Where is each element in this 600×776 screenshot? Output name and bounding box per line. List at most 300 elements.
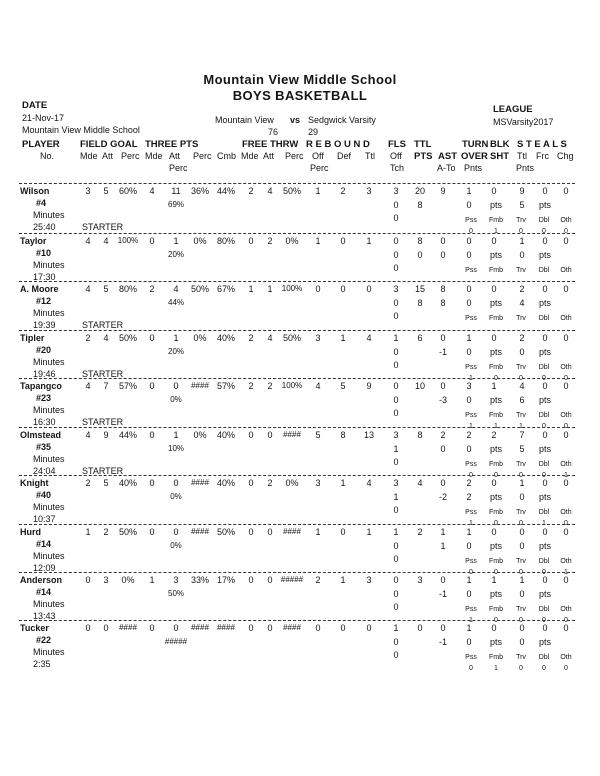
turnover-type-count: 0: [564, 228, 568, 235]
turnover-oth-label: Oth: [560, 315, 572, 322]
turnover-pss-label: Pss: [465, 315, 477, 322]
frc-pts-label: pts: [538, 444, 552, 454]
stat-tp-a: 0: [173, 623, 179, 633]
stat-tp-p: 0%: [193, 236, 207, 246]
stat-fg-m: 4: [85, 236, 91, 246]
stat-ft-m: 0: [248, 527, 254, 537]
fls-extra: 0: [393, 213, 399, 223]
turnover-dbl-label: Dbl: [538, 364, 550, 371]
row-separator: [19, 183, 575, 184]
turnover-oth-label: Oth: [560, 461, 572, 468]
header-ft-perc: Perc: [285, 151, 304, 161]
stat-cmb: 57%: [216, 381, 236, 391]
stat-reb-o: 1: [315, 527, 321, 537]
stat-to: 1: [466, 333, 472, 343]
header-reb-ttl: Ttl: [365, 151, 375, 161]
minutes-label: Minutes: [33, 260, 65, 270]
stat-pts: 4: [417, 478, 423, 488]
stat-fg-p: 100%: [117, 236, 139, 245]
frc-pts-label: pts: [538, 589, 552, 599]
stat-ft-m: 1: [248, 284, 254, 294]
stat-tp-a: 1: [173, 333, 179, 343]
stat-reb-t: 0: [366, 623, 372, 633]
fls-extra: 0: [393, 408, 399, 418]
row-separator: [19, 475, 575, 476]
turnover-trv-label: Trv: [516, 412, 526, 419]
header-fg-perc: Perc: [121, 151, 140, 161]
stat-fls: 3: [393, 284, 399, 294]
stat-pts: 20: [414, 186, 426, 196]
stat-ft-p: ####: [283, 527, 301, 536]
stat-fg-m: 3: [85, 186, 91, 196]
header-player: PLAYER: [22, 139, 60, 150]
turnover-type-count: 0: [542, 665, 546, 672]
stat-fg-p: 44%: [118, 430, 138, 440]
turnover-fmb-label: Fmb: [489, 558, 503, 565]
player-number: #35: [36, 442, 52, 452]
stat-fg-a: 4: [103, 236, 109, 246]
home-score: 76: [268, 127, 279, 137]
stat-reb-o: 1: [315, 236, 321, 246]
stat-to: 3: [466, 381, 472, 391]
stat-reb-d: 1: [340, 575, 346, 585]
blk-pts-label: pts: [489, 444, 503, 454]
turnover-type-count: 0: [564, 423, 568, 430]
stat-ft-p: #####: [280, 575, 304, 584]
stat-chg: 0: [563, 527, 569, 537]
school-title: Mountain View Middle School: [203, 72, 397, 87]
away-score: 29: [308, 127, 319, 137]
turnover-fmb-label: Fmb: [489, 267, 503, 274]
turnover-dbl-label: Dbl: [538, 217, 550, 224]
frc-pts-label: pts: [538, 395, 552, 405]
header-tch: Tch: [390, 163, 405, 173]
stat-ft-m: 0: [248, 623, 254, 633]
stat-ft-m: 2: [248, 186, 254, 196]
stat-reb-o: 0: [315, 284, 321, 294]
stat-ft-p: 100%: [281, 284, 303, 293]
turnover-type-count: 0: [542, 228, 546, 235]
stat-ft-p: 0%: [285, 236, 299, 246]
stat-blk: 0: [491, 284, 497, 294]
header-turn: TURN: [462, 139, 489, 150]
turnover-oth-label: Oth: [560, 217, 572, 224]
stat-tp-p: ####: [191, 623, 209, 632]
stat-pts: 8: [417, 236, 423, 246]
three-pt-sub-perc: 44%: [167, 298, 185, 307]
header-ft-att: Att: [263, 151, 275, 161]
player-number: #10: [36, 248, 52, 258]
stat-pts: 10: [414, 381, 426, 391]
turnover-fmb-label: Fmb: [489, 364, 503, 371]
minutes-value: 12:09: [33, 563, 56, 573]
turnover-pnts: 0: [466, 395, 472, 405]
fls-extra: 0: [393, 602, 399, 612]
header-fg-att: Att: [102, 151, 114, 161]
stat-reb-d: 5: [340, 381, 346, 391]
header-chg: Chg: [557, 151, 574, 161]
turnover-type-count: 0: [564, 665, 568, 672]
turnover-type-count: 1: [469, 520, 473, 527]
turnover-type-count: 0: [469, 228, 473, 235]
minutes-value: 19:46: [33, 369, 56, 379]
stat-chg: 0: [563, 430, 569, 440]
stat-frc: 0: [542, 623, 548, 633]
stat-fg-p: 40%: [118, 478, 138, 488]
minutes-value: 13:43: [33, 611, 56, 621]
header-rebound: R E B O U N D: [306, 139, 370, 150]
minutes-label: Minutes: [33, 454, 65, 464]
turnover-trv-label: Trv: [516, 217, 526, 224]
header-stl-ttl: Ttl: [517, 151, 527, 161]
player-name: Tipler: [20, 333, 45, 343]
minutes-label: Minutes: [33, 405, 65, 415]
turnover-type-count: 0: [469, 569, 473, 576]
turnover-pss-label: Pss: [465, 461, 477, 468]
starter-label: STARTER: [82, 369, 124, 379]
player-name: Anderson: [20, 575, 63, 585]
three-pt-sub-perc: 50%: [167, 589, 185, 598]
three-pt-sub-perc: 0%: [170, 395, 182, 404]
stat-ft-m: 2: [248, 333, 254, 343]
stat-blk: 0: [491, 478, 497, 488]
player-name: Wilson: [20, 186, 50, 196]
stat-tp-m: 4: [149, 186, 155, 196]
header-tp-perc-sub: Perc: [169, 163, 188, 173]
stat-cmb: 80%: [216, 236, 236, 246]
turnover-trv-label: Trv: [516, 267, 526, 274]
stat-to: 2: [466, 430, 472, 440]
stat-ft-a: 4: [267, 333, 273, 343]
stat-blk: 0: [491, 527, 497, 537]
stat-cmb: 44%: [216, 186, 236, 196]
header-tp-att: Att: [169, 151, 181, 161]
stat-stl: 1: [519, 478, 525, 488]
stat-frc: 0: [542, 333, 548, 343]
stat-reb-t: 13: [363, 430, 375, 440]
stat-to: 1: [466, 623, 472, 633]
header-three-pts: THREE PTS: [145, 139, 199, 150]
stat-chg: 0: [563, 623, 569, 633]
turnover-type-count: 0: [519, 665, 523, 672]
player-number: #14: [36, 587, 52, 597]
header-ast: AST: [438, 151, 457, 162]
sport-title: BOYS BASKETBALL: [232, 88, 368, 103]
stat-ast: 9: [440, 186, 446, 196]
minutes-value: 16:30: [33, 417, 56, 427]
row-separator: [19, 330, 575, 331]
ast-to: 0: [440, 250, 446, 260]
stat-stl: 7: [519, 430, 525, 440]
stat-ft-a: 2: [267, 478, 273, 488]
stat-reb-o: 5: [315, 430, 321, 440]
turnover-type-count: 0: [542, 375, 546, 382]
stat-reb-t: 0: [366, 284, 372, 294]
stat-fg-p: 60%: [118, 186, 138, 196]
turnover-type-count: 0: [519, 520, 523, 527]
stat-blk: 2: [491, 430, 497, 440]
turnover-type-count: 0: [519, 617, 523, 624]
fls-tch: 0: [393, 589, 399, 599]
turnover-type-count: 0: [519, 375, 523, 382]
stat-fg-p: 0%: [121, 575, 135, 585]
stat-tp-p: 33%: [190, 575, 210, 585]
three-pt-sub-perc: 0%: [170, 492, 182, 501]
header-tp-perc: Perc: [193, 151, 212, 161]
stat-ast: 0: [440, 381, 446, 391]
header-ato: A-To: [437, 163, 456, 173]
stat-ft-p: 50%: [282, 333, 302, 343]
minutes-value: 17:30: [33, 272, 56, 282]
turnover-type-count: 0: [494, 472, 498, 479]
stat-ft-a: 0: [267, 430, 273, 440]
turnover-type-count: 0: [542, 569, 546, 576]
stat-reb-d: 2: [340, 186, 346, 196]
three-pt-sub-perc: 0%: [170, 541, 182, 550]
turnover-pss-label: Pss: [465, 217, 477, 224]
stat-ft-a: 0: [267, 575, 273, 585]
stat-to: 1: [466, 527, 472, 537]
stat-tp-m: 2: [149, 284, 155, 294]
starter-label: STARTER: [82, 320, 124, 330]
stat-reb-o: 3: [315, 333, 321, 343]
turnover-trv-label: Trv: [516, 461, 526, 468]
turnover-dbl-label: Dbl: [538, 606, 550, 613]
turnover-type-count: 0: [494, 617, 498, 624]
stat-fls: 1: [393, 527, 399, 537]
stat-tp-a: 4: [173, 284, 179, 294]
stat-reb-o: 3: [315, 478, 321, 488]
header-fg-mde: Mde: [80, 151, 98, 161]
minutes-label: Minutes: [33, 502, 65, 512]
fls-tch: 0: [393, 250, 399, 260]
stat-tp-a: 0: [173, 527, 179, 537]
stat-reb-d: 1: [340, 333, 346, 343]
fls-extra: 0: [393, 505, 399, 515]
turnover-fmb-label: Fmb: [489, 217, 503, 224]
stat-reb-t: 4: [366, 478, 372, 488]
stat-cmb: ####: [217, 623, 235, 632]
blk-pts-label: pts: [489, 200, 503, 210]
stat-ast: 0: [440, 623, 446, 633]
frc-pts-label: pts: [538, 347, 552, 357]
turnover-type-count: 0: [469, 665, 473, 672]
stat-tp-p: 50%: [190, 284, 210, 294]
stat-tp-m: 0: [149, 236, 155, 246]
player-number: #4: [36, 198, 47, 208]
blk-pts-label: pts: [489, 589, 503, 599]
stat-fg-a: 4: [103, 333, 109, 343]
player-name: Tucker: [20, 623, 49, 633]
stat-reb-t: 1: [366, 527, 372, 537]
stat-reb-t: 3: [366, 186, 372, 196]
three-pt-sub-perc: 20%: [167, 250, 185, 259]
minutes-value: 24:04: [33, 466, 56, 476]
header-pts: PTS: [414, 151, 433, 162]
ast-to: 0: [440, 444, 446, 454]
player-number: #14: [36, 539, 52, 549]
turnover-type-count: 1: [469, 423, 473, 430]
stat-ft-p: 100%: [281, 381, 303, 390]
stat-tp-a: 11: [171, 186, 181, 196]
stat-fg-a: 3: [103, 575, 109, 585]
stat-ast: 1: [440, 527, 446, 537]
stat-cmb: 40%: [216, 333, 236, 343]
steal-pnts: 5: [519, 444, 525, 454]
player-name: Taylor: [20, 236, 47, 246]
stat-tp-m: 0: [149, 430, 155, 440]
header-ft-mde: Mde: [241, 151, 259, 161]
stat-to: 1: [466, 575, 472, 585]
header-reb-perc: Perc: [310, 163, 329, 173]
stat-ft-m: 0: [248, 236, 254, 246]
frc-pts-label: pts: [538, 298, 552, 308]
stat-tp-m: 1: [149, 575, 155, 585]
minutes-label: Minutes: [33, 551, 65, 561]
stat-stl: 2: [519, 333, 525, 343]
stat-chg: 0: [563, 478, 569, 488]
turnover-type-count: 1: [564, 569, 568, 576]
turnover-trv-label: Trv: [516, 315, 526, 322]
date-value: 21-Nov-17: [22, 113, 65, 123]
stat-frc: 0: [542, 236, 548, 246]
stat-ast: 0: [440, 575, 446, 585]
stat-fg-m: 4: [85, 284, 91, 294]
stat-blk: 1: [491, 381, 497, 391]
stat-pts: 6: [417, 333, 423, 343]
stat-tp-a: 1: [173, 430, 179, 440]
stat-tp-m: 0: [149, 381, 155, 391]
turnover-oth-label: Oth: [560, 558, 572, 565]
blk-pts-label: pts: [489, 541, 503, 551]
ast-to: -1: [438, 347, 448, 357]
pts-sub: 8: [417, 200, 423, 210]
player-number: #22: [36, 635, 52, 645]
turnover-type-count: 0: [564, 520, 568, 527]
turnover-dbl-label: Dbl: [538, 267, 550, 274]
player-name: Tapangco: [20, 381, 62, 391]
turnover-type-count: 0: [519, 228, 523, 235]
stat-reb-o: 1: [315, 186, 321, 196]
stat-fg-m: 0: [85, 575, 91, 585]
row-separator: [19, 524, 575, 525]
turnover-dbl-label: Dbl: [538, 558, 550, 565]
away-team: Sedgwick Varsity: [308, 115, 376, 125]
turnover-pss-label: Pss: [465, 364, 477, 371]
minutes-value: 10:37: [33, 514, 56, 524]
stat-ast: 0: [440, 236, 446, 246]
turnover-trv-label: Trv: [516, 364, 526, 371]
stat-fg-a: 9: [103, 430, 109, 440]
stat-reb-t: 3: [366, 575, 372, 585]
turnover-pnts: 0: [466, 347, 472, 357]
turnover-pss-label: Pss: [465, 606, 477, 613]
turnover-type-count: 0: [542, 423, 546, 430]
header-ttl: TTL: [414, 139, 432, 150]
stat-fg-m: 2: [85, 333, 91, 343]
stat-to: 2: [466, 478, 472, 488]
turnover-fmb-label: Fmb: [489, 461, 503, 468]
stat-ft-a: 4: [267, 186, 273, 196]
turnover-type-count: 0: [494, 375, 498, 382]
stat-reb-d: 0: [340, 527, 346, 537]
stat-blk: 0: [491, 333, 497, 343]
stat-reb-t: 1: [366, 236, 372, 246]
stat-fls: 0: [393, 381, 399, 391]
stat-stl: 0: [519, 623, 525, 633]
stat-fg-m: 2: [85, 478, 91, 488]
turnover-dbl-label: Dbl: [538, 315, 550, 322]
stat-chg: 0: [563, 186, 569, 196]
turnover-oth-label: Oth: [560, 606, 572, 613]
turnover-dbl-label: Dbl: [538, 509, 550, 516]
row-separator: [19, 378, 575, 379]
minutes-label: Minutes: [33, 599, 65, 609]
stat-fg-a: 7: [103, 381, 109, 391]
frc-pts-label: pts: [538, 541, 552, 551]
stat-fls: 0: [393, 236, 399, 246]
header-fls-off: Off: [390, 151, 402, 161]
stat-ft-a: 0: [267, 527, 273, 537]
stat-reb-t: 9: [366, 381, 372, 391]
turnover-pnts: 0: [466, 298, 472, 308]
blk-pts-label: pts: [489, 298, 503, 308]
ast-to: -2: [438, 492, 448, 502]
stat-stl: 4: [519, 381, 525, 391]
stat-ast: 0: [440, 333, 446, 343]
fls-tch: 0: [393, 541, 399, 551]
turnover-type-count: 1: [494, 423, 498, 430]
stat-pts: 8: [417, 430, 423, 440]
stat-reb-o: 0: [315, 623, 321, 633]
stat-fls: 1: [393, 623, 399, 633]
player-number: #12: [36, 296, 52, 306]
fls-extra: 0: [393, 263, 399, 273]
turnover-dbl-label: Dbl: [538, 461, 550, 468]
stat-chg: 0: [563, 575, 569, 585]
stat-ft-m: 0: [248, 575, 254, 585]
stat-chg: 0: [563, 381, 569, 391]
home-team: Mountain View: [215, 115, 274, 125]
turnover-type-count: 0: [494, 520, 498, 527]
turnover-type-count: 0: [564, 617, 568, 624]
stat-ast: 8: [440, 284, 446, 294]
stat-ft-a: 2: [267, 381, 273, 391]
turnover-type-count: 1: [469, 375, 473, 382]
turnover-fmb-label: Fmb: [489, 315, 503, 322]
home-team-full: Mountain View Middle School: [22, 125, 140, 135]
turnover-pnts: 0: [466, 541, 472, 551]
stat-ft-a: 1: [267, 284, 273, 294]
stat-pts: 3: [417, 575, 423, 585]
stat-fls: 1: [393, 333, 399, 343]
stat-ft-p: 0%: [285, 478, 299, 488]
frc-pts-label: pts: [538, 250, 552, 260]
turnover-fmb-label: Fmb: [489, 606, 503, 613]
stat-fg-p: 50%: [118, 333, 138, 343]
stat-chg: 0: [563, 333, 569, 343]
turnover-pnts: 2: [466, 492, 472, 502]
player-name: Hurd: [20, 527, 41, 537]
header-reb-off: Off: [312, 151, 324, 161]
pts-sub: 0: [417, 250, 423, 260]
turnover-dbl-label: Dbl: [538, 412, 550, 419]
blk-pts-label: pts: [489, 250, 503, 260]
stat-fg-m: 1: [85, 527, 91, 537]
turnover-pss-label: Pss: [465, 654, 477, 661]
header-reb-def: Def: [337, 151, 352, 161]
turnover-type-count: 1: [542, 520, 546, 527]
